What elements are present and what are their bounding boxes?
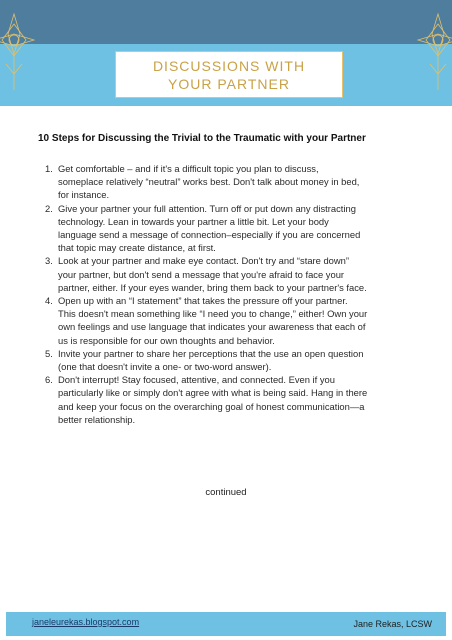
step-line: Give your partner your full attention. Turn off or put down any distracting [58, 202, 356, 214]
step-line: (one that doesn't invite a one- or two-word answer). [58, 361, 272, 373]
step-line: Don't interrupt! Stay focused, attentive, and connected. Even if you [58, 374, 335, 386]
list-item [45, 162, 418, 202]
step-line: own feelings and use language that indicates your awareness that each of [58, 321, 366, 333]
blog-link[interactable]: janeleurekas.blogspot.com [32, 617, 140, 627]
step-line: partner, either. If your eyes wander, bring them back to your partner's face. [58, 281, 367, 293]
step-line: someplace relatively “neutral” works best. Don't talk about money in bed, [58, 176, 360, 188]
step-number: 4. [45, 295, 53, 307]
step-line: us is responsible for our own thoughts and behavior. [58, 334, 275, 346]
header-top-band [0, 0, 452, 44]
list-item [45, 347, 418, 373]
section-heading: 10 Steps for Discussing the Trivial to the Traumatic with your Partner [38, 133, 366, 144]
mandala-left-icon [0, 4, 38, 94]
step-line: technology. Lean in towards your partner a little bit. Let your body [58, 215, 329, 227]
list-item [45, 254, 418, 294]
step-line: for instance. [58, 189, 110, 201]
mandala-right-icon [414, 4, 452, 94]
step-line: that topic may create distance, at first. [58, 242, 216, 254]
step-line: Get comfortable – and if it's a difficult topic you plan to discuss, [58, 163, 319, 174]
step-number: 6. [45, 374, 53, 386]
title-line-1: DISCUSSIONS WITH [152, 57, 306, 74]
step-line: better relationship. [58, 413, 136, 425]
step-number: 5. [45, 347, 53, 359]
author-name: Jane Rekas, LCSW [353, 619, 432, 629]
step-line: Open up with an “I statement” that takes the pressure off your partner. [58, 295, 348, 307]
list-item [45, 202, 418, 255]
step-number: 3. [45, 255, 53, 267]
step-line: and keep your focus on the overarching goal of honest communication—a [58, 400, 365, 412]
step-number: 1. [45, 163, 53, 174]
step-number: 2. [45, 202, 53, 214]
step-line: your partner, but don't send a message that you're afraid to face your [58, 268, 345, 280]
step-line: Look at your partner and make eye contact. Don't try and “stare down” [58, 255, 350, 267]
step-line: Invite your partner to share her perceptions that the use an open question [58, 347, 364, 359]
list-item [45, 294, 418, 347]
footer-bar [6, 612, 446, 636]
continued-text: continued [205, 487, 247, 498]
step-line: particularly like or simply don't agree with what is being said. Hang in there [58, 387, 368, 399]
title-box [115, 51, 343, 98]
step-line: language send a message of connection–especially if you are concerned [58, 229, 361, 241]
step-line: This doesn't mean something like “I need you to change,” either! Own your [58, 308, 368, 320]
steps-list [45, 162, 418, 426]
title-line-2: YOUR PARTNER [168, 75, 290, 92]
list-item [45, 373, 418, 426]
